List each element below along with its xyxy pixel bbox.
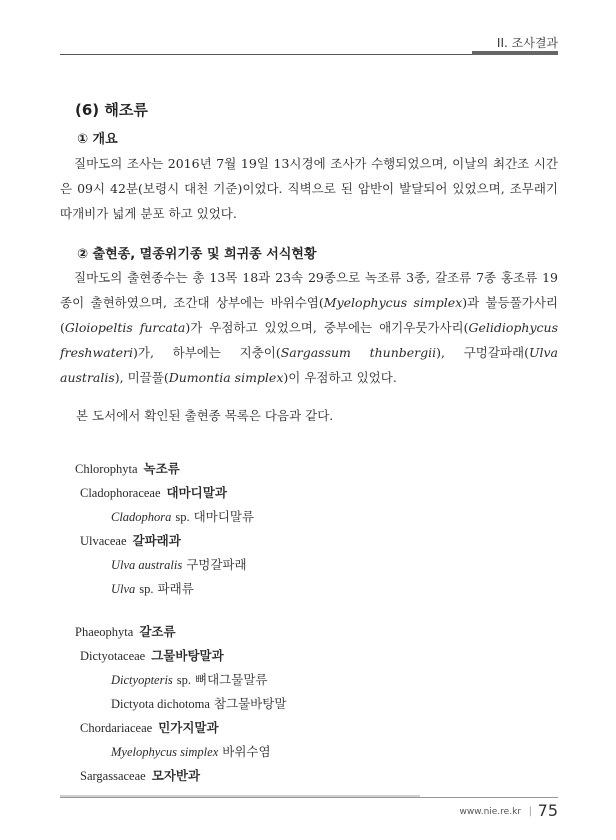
taxon-dictyota-dichotoma: Dictyota dichotoma 참그물바탕말 [111,696,287,711]
taxon-ulva-australis: Ulva australis 구멍갈파래 [111,557,247,572]
section-title: (6) 해조류 [75,101,148,119]
taxon-chlorophyta: Chlorophyta 녹조류 [75,461,180,476]
taxon-dictyopteris-sp: Dictyopteris sp. 뼈대그물말류 [111,672,268,687]
taxon-cladophora-sp: Cladophora sp. 대마디말류 [111,509,255,524]
taxon-sargassaceae: Sargassaceae 모자반과 [80,768,201,783]
subsection-overview-title: ① 개요 [77,132,118,147]
footer-separator: | [528,806,532,817]
species-paragraph: 질마도의 출현종수는 총 13목 18과 23속 29종으로 녹조류 3종, 갈조류 7종 홍조류 19종이 출현하였으며, 조간대 상부에는 바위수염(Myelophycus simplex)과 불등풀가사리(Gloiopeltis furcata)가 우점하고 있었으며, 중부에는 애기우뭇가사리(Gelidiophycus freshwateri)가, 하부에는 지충이(Sargassum thunbergii), 구멍갈파래(Ulva australis), 미끌풀(Dumontia simplex)이 우점하고 있었다. [60,270,558,385]
header-accent-bar [472,51,558,55]
footer-url: www.nie.re.kr [459,807,521,817]
subsection-species-title: ② 출현종, 멸종위기종 및 희귀종 서식현황 [77,247,317,262]
taxon-dictyotaceae: Dictyotaceae 그물바탕말과 [80,648,224,663]
taxon-ulvaceae: Ulvaceae 갈파래과 [80,533,181,548]
species-list-intro: 본 도서에서 확인된 출현종 목록은 다음과 같다. [76,408,334,423]
page-number: 75 [537,801,558,820]
taxon-phaeophyta: Phaeophyta 갈조류 [75,624,176,639]
taxon-myelophycus-simplex: Myelophycus simplex 바위수염 [111,744,271,759]
overview-paragraph: 질마도의 조사는 2016년 7월 19일 13시경에 조사가 수행되었으며, 이날의 최간조 시간은 09시 42분(보령시 대천 기준)이었다. 직벽으로 된 암반이 발달되어 있었으며, 조무래기 따개비가 넓게 분포 하고 있었다. [60,156,558,221]
taxon-ulva-sp: Ulva sp. 파래류 [111,581,194,596]
taxon-chordariaceae: Chordariaceae 민가지말과 [80,720,219,735]
footer-rule [60,797,558,798]
chapter-header: II. 조사결과 [496,36,558,50]
taxon-cladophoraceae: Cladophoraceae 대마디말과 [80,485,227,500]
